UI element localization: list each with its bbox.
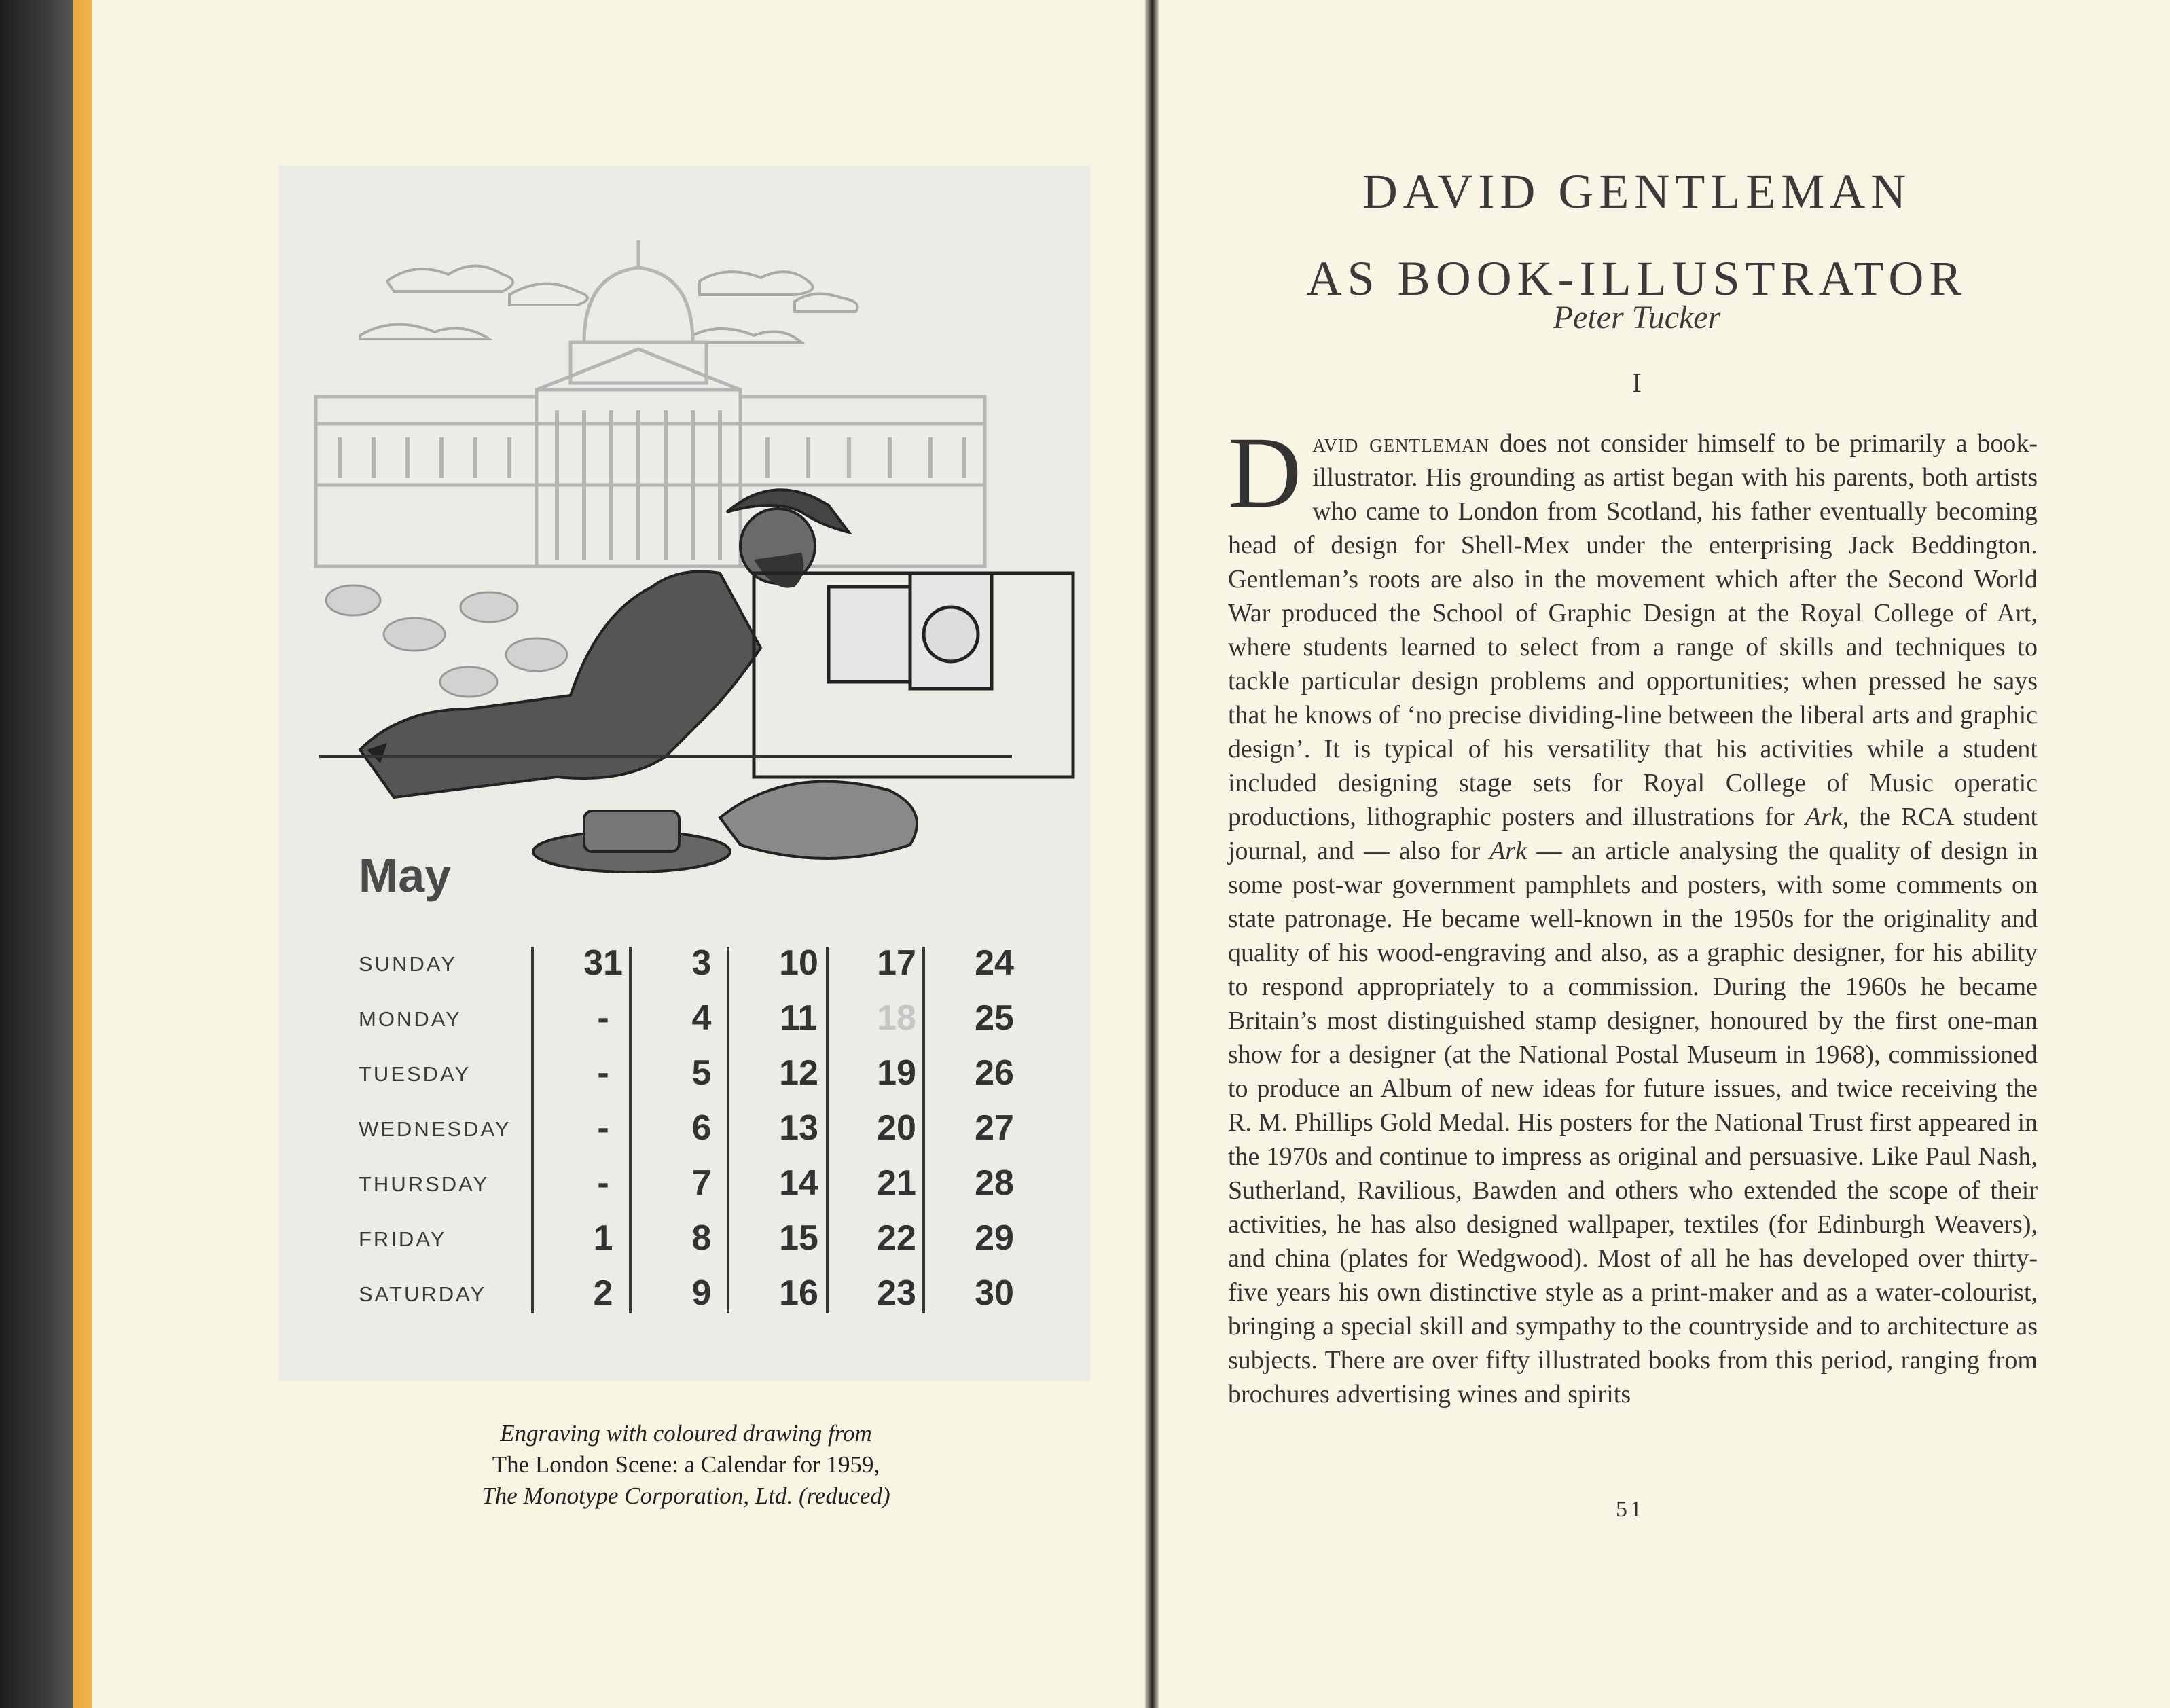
- date-cell: 14: [779, 1163, 818, 1203]
- figure-caption: [380, 1418, 992, 1512]
- calendar-row-tuesday: [359, 1050, 1038, 1105]
- date-cell: 5: [691, 1053, 712, 1093]
- date-cell: 8: [691, 1218, 712, 1258]
- hat-on-ground: [533, 811, 730, 872]
- calendar-row-sunday: [359, 940, 1038, 995]
- day-label: THURSDAY: [359, 1172, 490, 1196]
- calendar-plate: [278, 166, 1090, 1381]
- date-cell: 28: [975, 1163, 1014, 1203]
- date-cell: 11: [780, 998, 818, 1038]
- day-label: TUESDAY: [359, 1062, 471, 1086]
- article-author: Peter Tucker: [1553, 299, 1721, 335]
- date-cell: 27: [975, 1108, 1014, 1148]
- date-cell: 16: [779, 1273, 818, 1313]
- body-text: does not consider himself to be primarily a book-illustrator. His grounding as artist began with his parents, both artists who came to London from Scotland, his father eventually becoming head of design for Shell-Mex under the enterprising Jack Beddington. Gentleman’s roots are also in the movement which after the Second World War produced the School of Graphic Design at the Royal College of Art, where students learned to select from a range of skills and techniques to tackle particular design problems and opportunities; when pressed he says that he knows of ‘no precise dividing-line between the liberal arts and graphic design’. It is typical of his versatility that his activities while a student included designing stage sets for Royal College of Music operatic productions, lithographic posters and illustrations for: [1228, 429, 2038, 831]
- body-text: , the RCA student journal, and — also for: [1228, 803, 2038, 865]
- calendar-row-monday: [359, 995, 1038, 1050]
- date-cell: 3: [691, 943, 712, 983]
- date-cell: 30: [975, 1273, 1014, 1313]
- section-numeral: I: [1632, 367, 1642, 398]
- article-title: [1216, 148, 2058, 322]
- drop-cap: D: [1228, 416, 1302, 529]
- day-label: FRIDAY: [359, 1227, 447, 1251]
- book-cover-edge: [73, 0, 92, 1708]
- calendar-row-friday: [359, 1215, 1038, 1270]
- date-cell: 29: [975, 1218, 1014, 1258]
- journal-title: Ark: [1489, 837, 1527, 865]
- chalk-pictures: [754, 573, 1073, 777]
- date-cell: 31: [583, 943, 623, 983]
- date-cell: 25: [975, 998, 1014, 1038]
- body-text: — an article analysing the quality of design in some post-war government pamphlets and posters, with some comments on state patronage. He became well-known in the 1950s for the originality and quality of his wood-engraving and also, as a graphic designer, for his ability to respond appropriately to a commission. During the 1960s he became Britain’s most distinguished stamp designer, honoured by the first one-man show for a designer (at the National Postal Museum in 1968), commissioned to produce an Album of new ideas for future issues, and twice receiving the R. M. Phillips Gold Medal. His posters for the National Trust first appeared in the 1970s and continue to impress as original and persuasive. Like Paul Nash, Sutherland, Ravilious, Bawden and others who extended the scope of their activities, he has also designed wallpaper, textiles (for Edinburgh Weavers), and china (plates for Wedgwood). Most of all he has developed over thirty-five years his own distinctive style as a print-maker and as a water-colourist, bringing a special skill and sympathy to the countryside and to architecture as subjects. There are over fifty illustrated books from this period, ranging from brochures advertising wines and spirits: [1228, 837, 2038, 1409]
- date-cell: 15: [779, 1218, 818, 1258]
- date-cell: 20: [877, 1108, 916, 1148]
- gallery-building: [316, 240, 985, 566]
- caption-line: The Monotype Corporation, Ltd. (reduced): [482, 1483, 890, 1509]
- date-cell: 9: [691, 1273, 712, 1313]
- chalk-cloth: [720, 782, 917, 858]
- engraving-illustration: [278, 166, 1090, 913]
- day-label: SUNDAY: [359, 952, 457, 976]
- date-cell: 2: [593, 1273, 613, 1313]
- date-cell: 10: [779, 943, 818, 983]
- date-cell: 23: [877, 1273, 916, 1313]
- date-cell: 19: [877, 1053, 916, 1093]
- pigeons: [326, 585, 567, 697]
- title-line: DAVID GENTLEMAN: [1362, 164, 1912, 219]
- day-label: WEDNESDAY: [359, 1117, 511, 1141]
- date-cell: 24: [975, 943, 1014, 983]
- title-line: AS BOOK-ILLUSTRATOR: [1306, 251, 1968, 306]
- date-cell: 22: [877, 1218, 916, 1258]
- lead-smallcaps: avid gentleman: [1312, 429, 1490, 458]
- date-cell: -: [597, 1163, 609, 1203]
- calendar-row-wednesday: [359, 1105, 1038, 1160]
- calendar-row-thursday: [359, 1160, 1038, 1215]
- date-cell: 6: [691, 1108, 712, 1148]
- day-label: SATURDAY: [359, 1282, 487, 1306]
- page-number: 51: [1616, 1497, 1644, 1522]
- date-cell: -: [597, 998, 609, 1038]
- date-cell: -: [597, 1108, 609, 1148]
- article-body: [1228, 416, 2038, 1411]
- date-cell: 21: [877, 1163, 916, 1203]
- day-label: MONDAY: [359, 1007, 462, 1031]
- date-cell: 4: [691, 998, 712, 1038]
- caption-line: Engraving with coloured drawing from: [500, 1420, 872, 1447]
- date-cell: -: [597, 1053, 609, 1093]
- book-gutter: [1145, 0, 1159, 1708]
- date-cell: 17: [877, 943, 916, 983]
- calendar-grid: [359, 940, 1038, 1325]
- date-cell: 12: [779, 1053, 818, 1093]
- caption-line: The London Scene: a Calendar for 1959,: [492, 1451, 880, 1478]
- journal-title: Ark: [1805, 803, 1843, 831]
- calendar-month: May: [359, 849, 452, 902]
- book-spine-shadow: [0, 0, 73, 1708]
- date-cell: 26: [975, 1053, 1014, 1093]
- date-cell: 7: [691, 1163, 712, 1203]
- date-cell: 1: [593, 1218, 613, 1258]
- date-cell: 18: [877, 998, 916, 1038]
- calendar-row-saturday: [359, 1270, 1038, 1325]
- date-cell: 13: [779, 1108, 818, 1148]
